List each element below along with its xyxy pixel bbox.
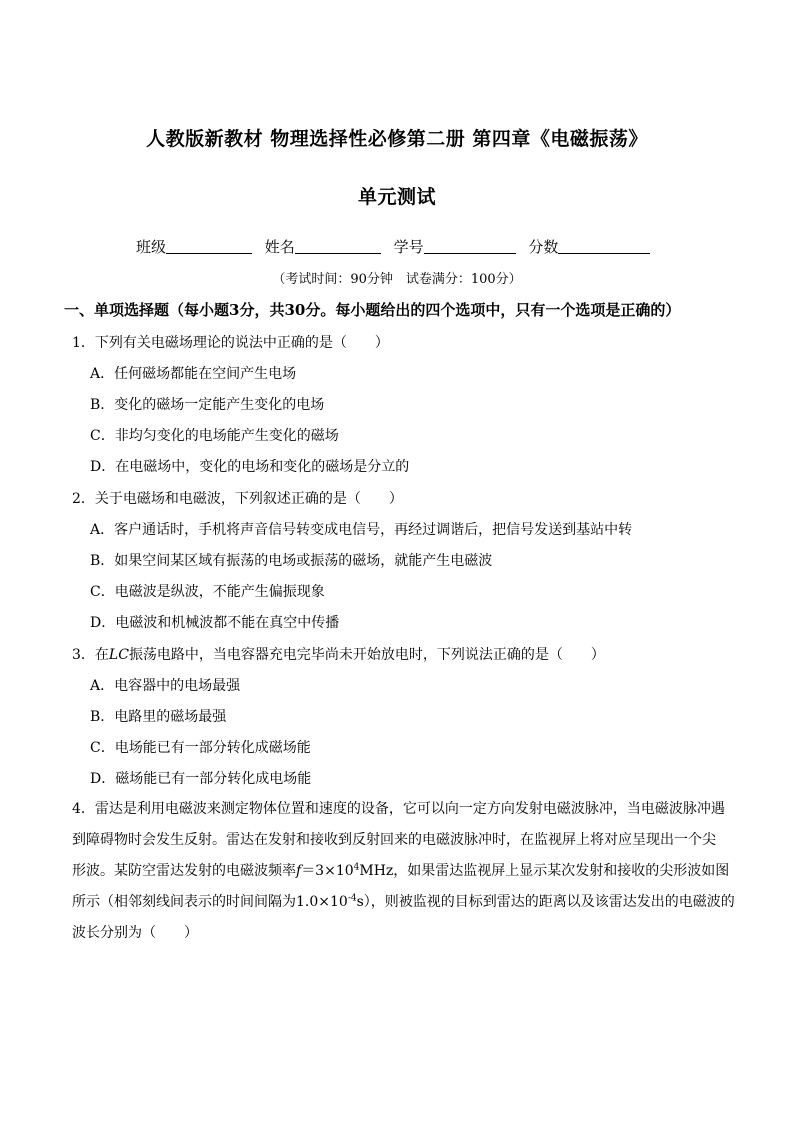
section-heading: 一、单项选择题（每小题3分，共30分。每小题给出的四个选项中，只有一个选项是正确的）: [64, 301, 681, 319]
frequency-symbol: f: [296, 863, 302, 879]
question-3-option-c: C．电场能已有一部分转化成磁场能: [90, 740, 311, 756]
question-3-stem-suffix: 振荡电路中，当电容器充电完毕尚未开始放电时，下列说法正确的是（ ）: [128, 647, 605, 663]
question-2-option-c: C．电磁波是纵波，不能产生偏振现象: [90, 584, 325, 600]
exam-subtitle: 单元测试: [357, 186, 436, 208]
name-field: [265, 236, 381, 257]
frequency-exponent: 4: [353, 862, 360, 873]
score-blank: [558, 237, 650, 254]
score-field: [528, 236, 650, 257]
question-1-option-c: C．非均匀变化的电场能产生变化的磁场: [90, 428, 339, 444]
question-2-option-b: B．如果空间某区域有振荡的电场或振荡的磁场，就能产生电磁波: [90, 553, 493, 569]
exam-note: （考试时间：90分钟 试卷满分：100分）: [272, 272, 522, 287]
question-2-option-a: A．客户通话时，手机将声音信号转变成电信号，再经过调谐后，把信号发送到基站中转: [90, 522, 633, 538]
question-2-option-d: D．电磁波和机械波都不能在真空中传播: [90, 615, 340, 631]
question-3-option-a: A．电容器中的电场最强: [90, 678, 241, 694]
question-4-line-1: 4．雷达是利用电磁波来测定物体位置和速度的设备，它可以向一定方向发射电磁波脉冲，当电磁波脉冲遇: [72, 801, 725, 817]
question-4-line-3-b: MHz，如果雷达监视屏上显示某次发射和接收的尖形波如图: [359, 863, 730, 879]
question-1-option-d: D．在电磁场中，变化的电场和变化的磁场是分立的: [90, 459, 410, 475]
student-id-label: 学号: [393, 238, 424, 256]
name-blank: [295, 237, 381, 254]
question-1-option-b: B．变化的磁场一定能产生变化的电场: [90, 397, 325, 413]
question-1-option-a: A．任何磁场都能在空间产生电场: [90, 366, 297, 382]
question-4-line-2: 到障碍物时会发生反射。雷达在发射和接收到反射回来的电磁波脉冲时，在监视屏上将对应呈现出一个尖: [72, 832, 716, 848]
class-field: [136, 236, 252, 257]
interval-exponent: -4: [347, 893, 357, 904]
student-id-blank: [424, 237, 516, 254]
question-4-line-4: [72, 887, 735, 918]
score-label: 分数: [528, 238, 559, 256]
student-id-field: [394, 236, 516, 257]
question-3-stem: [72, 644, 605, 664]
exam-title: 人教版新教材 物理选择性必修第二册 第四章《电磁振荡》: [146, 128, 648, 150]
name-label: 姓名: [264, 238, 295, 256]
frequency-equals: ＝3×10: [301, 863, 354, 879]
class-label: 班级: [136, 238, 167, 256]
class-blank: [166, 237, 252, 254]
question-4-line-4-a: 所示（相邻刻线间表示的时间间隔为1.0×10: [72, 894, 348, 910]
question-3-option-b: B．电路里的磁场最强: [90, 709, 227, 725]
question-3-lc-symbol: LC: [108, 647, 129, 663]
question-4-line-3: [72, 856, 730, 887]
question-3-option-d: D．磁场能已有一部分转化成电场能: [90, 771, 312, 787]
question-1-stem: 1．下列有关电磁场理论的说法中正确的是（ ）: [72, 335, 389, 351]
question-4-stem: [72, 794, 735, 949]
question-3-stem-prefix: 3．在: [72, 647, 109, 663]
student-info-row: [136, 236, 658, 257]
question-2-stem: 2．关于电磁场和电磁波，下列叙述正确的是（ ）: [72, 491, 403, 507]
question-4-line-5: 波长分别为（ ）: [72, 925, 198, 941]
question-4-line-3-a: 形波。某防空雷达发射的电磁波频率: [72, 863, 296, 879]
question-4-line-4-b: s），则被监视的目标到雷达的距离以及该雷达发出的电磁波的: [356, 894, 735, 910]
